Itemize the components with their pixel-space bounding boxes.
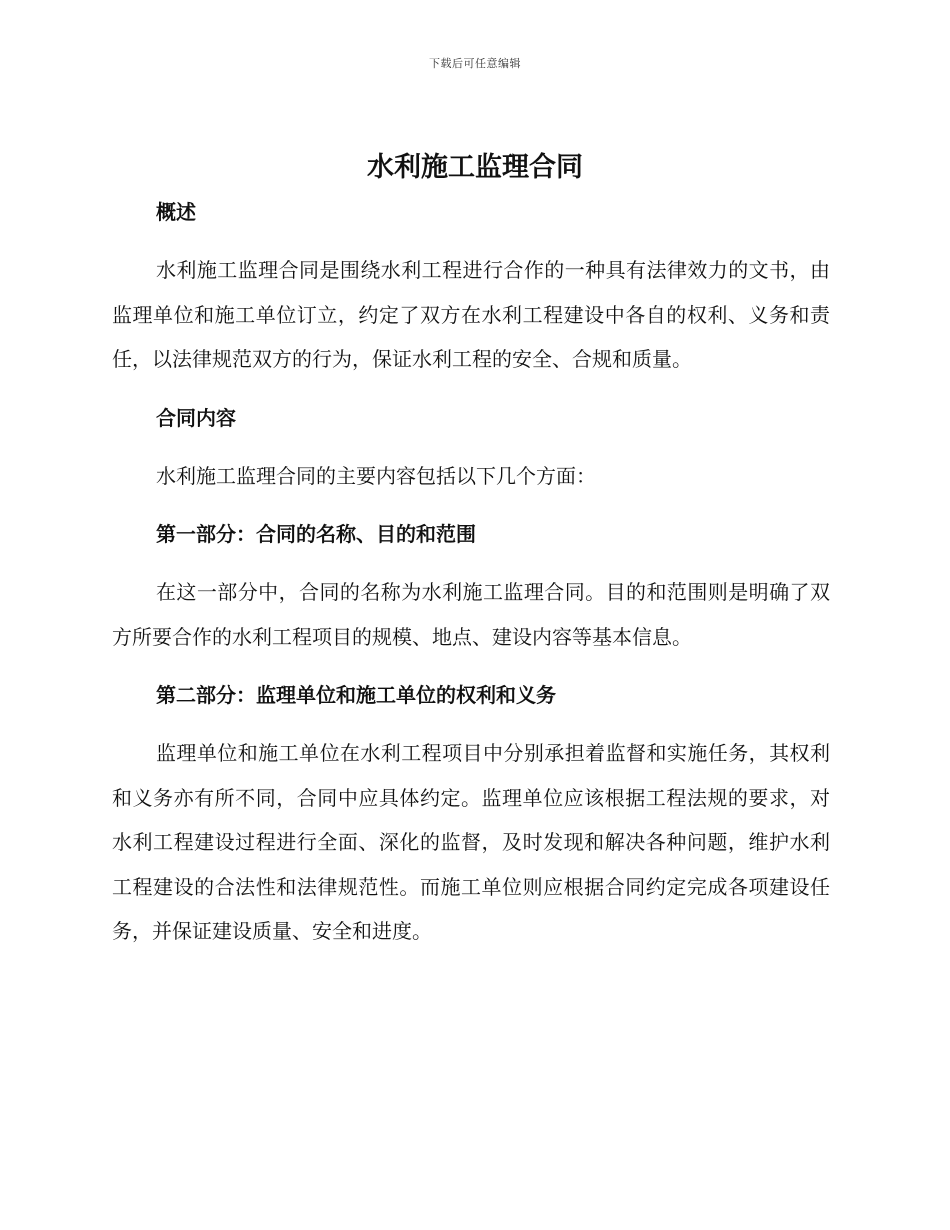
- section-heading-part1: 第一部分：合同的名称、目的和范围: [156, 522, 476, 546]
- section-heading-part2: 第二部分：监理单位和施工单位的权利和义务: [156, 683, 556, 707]
- paragraph-overview: 水利施工监理合同是围绕水利工程进行合作的一种具有法律效力的文书，由监理单位和施工单位订立，约定了双方在水利工程建设中各自的权利、义务和责任，以法律规范双方的行为，保证水利工程的安全、合规和质量。: [112, 258, 830, 371]
- paragraph-contents-intro: 水利施工监理合同的主要内容包括以下几个方面：: [156, 463, 596, 488]
- paragraph-part2: 监理单位和施工单位在水利工程项目中分别承担着监督和实施任务，其权利和义务亦有所不同，合同中应具体约定。监理单位应该根据工程法规的要求，对水利工程建设过程进行全面、深化的监督，及时发现和解决各种问题，维护水利工程建设的合法性和法律规范性。而施工单位则应根据合同约定完成各项建设任务，并保证建设质量、安全和进度。: [112, 741, 830, 943]
- section-heading-contents: 合同内容: [156, 405, 236, 430]
- paragraph-part1: 在这一部分中，合同的名称为水利施工监理合同。目的和范围则是明确了双方所要合作的水利工程项目的规模、地点、建设内容等基本信息。: [112, 580, 830, 649]
- section-heading-overview: 概述: [156, 200, 196, 224]
- header-note: 下载后可任意编辑: [429, 57, 521, 70]
- document-body: [112, 195, 830, 954]
- document-title: 水利施工监理合同: [367, 152, 583, 183]
